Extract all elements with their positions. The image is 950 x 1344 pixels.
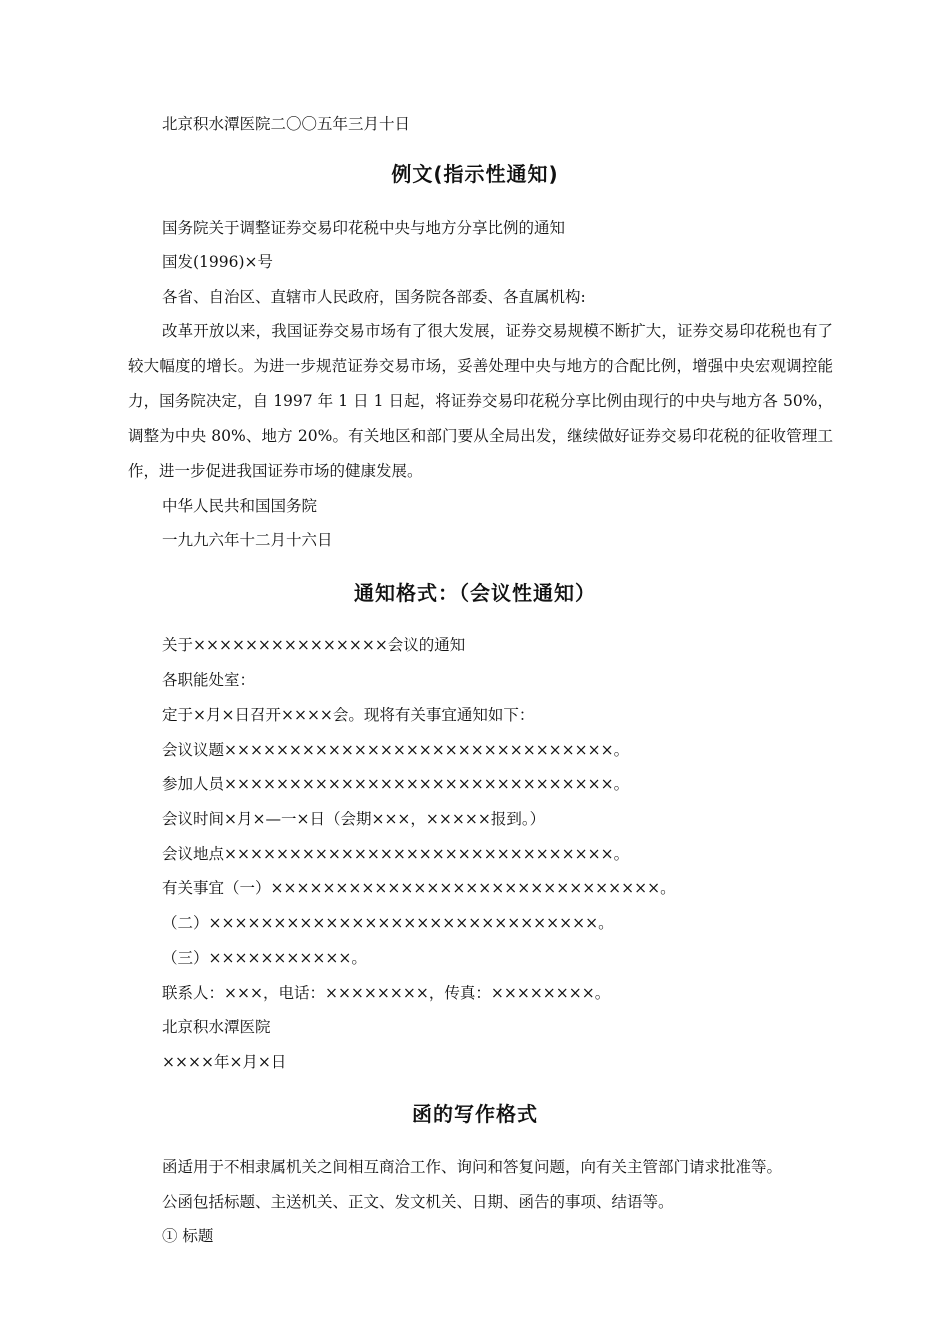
issue-date: 一九九六年十二月十六日 <box>162 531 333 549</box>
letter-line: 公函包括标题、主送机关、正文、发文机关、日期、函告的事项、结语等。 <box>162 1193 674 1211</box>
heading-meeting-notice: 通知格式：（会议性通知） <box>354 581 596 605</box>
meeting-line: 会议地点××××××××××××××××××××××××××××××。 <box>162 845 630 863</box>
meeting-line: （二）××××××××××××××××××××××××××××××。 <box>162 914 614 932</box>
meeting-line: 联系人：×××，电话：××××××××，传真：××××××××。 <box>162 984 611 1002</box>
issuer: 中华人民共和国国务院 <box>162 497 318 515</box>
signature-line: 北京积水潭医院二〇〇五年三月十日 <box>162 115 411 133</box>
meeting-line: 各职能处室： <box>162 671 256 689</box>
meeting-line: ××××年×月×日 <box>162 1053 287 1071</box>
meeting-line: 有关事宜（一）××××××××××××××××××××××××××××××。 <box>162 879 676 897</box>
meeting-line: 会议时间×月×—一×日（会期×××，×××××报到。） <box>162 810 546 828</box>
meeting-line: 关于×××××××××××××××会议的通知 <box>162 636 466 654</box>
meeting-line: 会议议题××××××××××××××××××××××××××××××。 <box>162 741 630 759</box>
letter-line: ① 标题 <box>162 1227 214 1245</box>
meeting-line: 北京积水潭医院 <box>162 1018 271 1036</box>
meeting-line: （三）×××××××××××。 <box>162 949 367 967</box>
notice-body: 改革开放以来，我国证券交易市场有了很大发展，证券交易规模不断扩大，证券交易印花税也有了较大幅度的增长。为进一步规范证券交易市场，妥善处理中央与地方的合配比例，增强中央宏观调控能力，国务院决定，自 1997 年 1 日 1 日起，将证券交易印花税分享比例由现行的中央与地方各 50%，调整为中央 80%、地方 20%。有关地区和部门要从全局出发，继续做好证券交易印花税的征收管理工作，进一步促进我国证券市场的健康发展。 <box>128 322 833 480</box>
notice-title: 国务院关于调整证券交易印花税中央与地方分享比例的通知 <box>162 219 566 237</box>
meeting-line: 定于×月×日召开××××会。现将有关事宜通知如下： <box>162 706 535 724</box>
recipients: 各省、自治区、直辖市人民政府，国务院各部委、各直属机构: <box>162 288 586 306</box>
heading-letter-format: 函的写作格式 <box>412 1102 538 1126</box>
doc-number: 国发(1996)×号 <box>162 253 274 271</box>
heading-directive-notice: 例文(指示性通知) <box>391 162 559 186</box>
letter-line: 函适用于不相隶属机关之间相互商洽工作、询问和答复问题，向有关主管部门请求批准等。 <box>162 1158 783 1176</box>
meeting-line: 参加人员××××××××××××××××××××××××××××××。 <box>162 775 630 793</box>
